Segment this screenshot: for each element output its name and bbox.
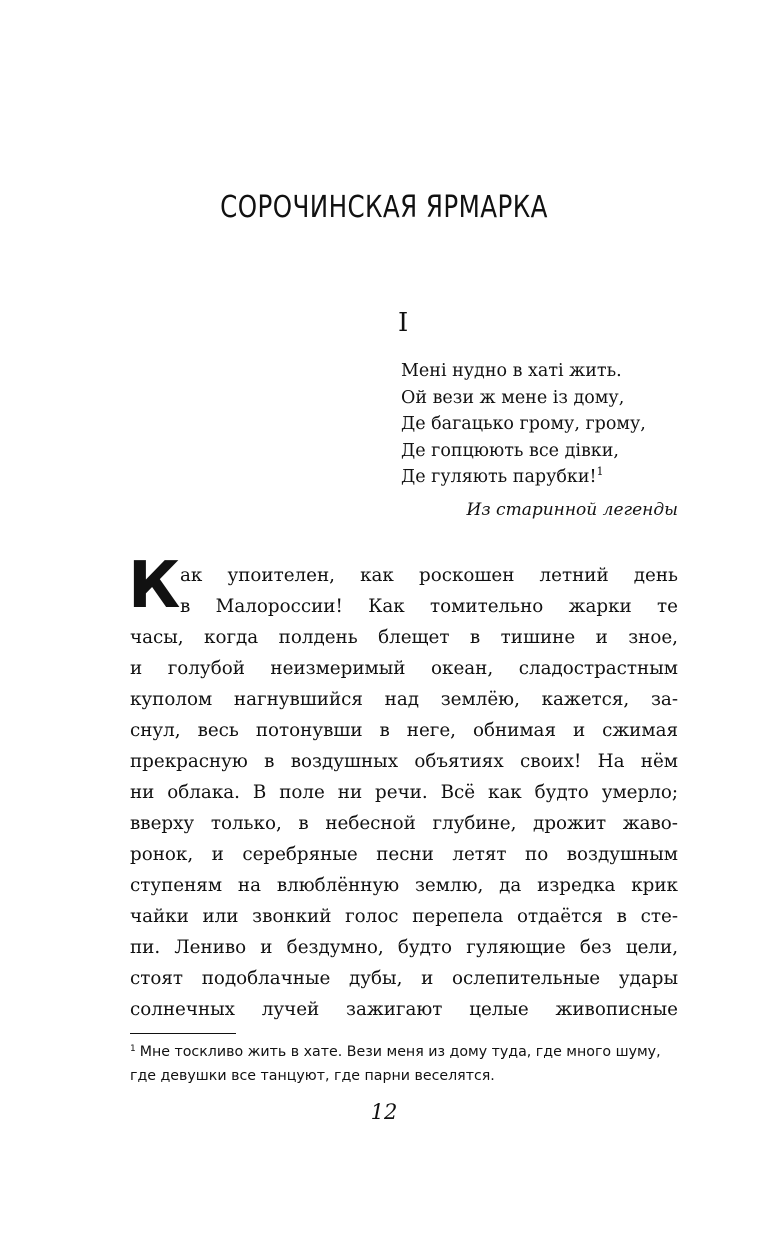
body-line: куполом нагнувшийся над землёю, кажется, за-	[130, 689, 678, 710]
body-line: часы, когда полдень блещет в тишине и зное,	[130, 627, 678, 648]
epigraph-line: Ой вези ж мене із дому,	[401, 387, 625, 408]
drop-cap: К	[128, 549, 181, 623]
footnote-mark: 1	[130, 1044, 136, 1054]
epigraph-line-last	[401, 464, 701, 491]
body-line: и голубой неизмеримый океан, сладострастным	[130, 658, 678, 679]
epigraph-line: Мені нудно в хаті жить.	[401, 361, 622, 381]
body-line: солнечных лучей зажигают целые живописные	[130, 999, 678, 1020]
body-line: ак упоителен, как роскошен летний день	[180, 565, 678, 586]
body-line: вверху только, в небесной глубине, дрожит жаво-	[130, 813, 678, 834]
body-line: ронок, и серебряные песни летят по воздушным	[130, 844, 678, 865]
footnote-text: Мне тоскливо жить в хате. Вези меня из дому туда, где много шуму, где девушки все танцуют, где парни веселятся.	[130, 1044, 661, 1084]
footnote-reference[interactable]: 1	[596, 465, 604, 478]
epigraph-line-text: Де гуляють парубки!	[401, 467, 597, 487]
footnote-divider	[130, 1033, 236, 1034]
story-title: СОРОЧИНСКАЯ ЯРМАРКА	[220, 190, 548, 225]
body-line: стоят подоблачные дубы, и ослепительные удары	[130, 968, 678, 989]
body-line: снул, весь потонувши в неге, обнимая и сжимая	[130, 720, 678, 741]
chapter-number: I	[398, 308, 409, 338]
body-line: ни облака. В поле ни речи. Всё как будто умерло;	[130, 782, 678, 803]
body-text	[128, 549, 678, 1025]
epigraph	[401, 358, 701, 491]
page-number: 12	[370, 1100, 398, 1124]
body-line: в Малороссии! Как томительно жарки те	[180, 596, 678, 617]
body-line: чайки или звонкий голос перепела отдаётся в сте-	[130, 906, 678, 927]
epigraph-source: Из старинной легенды	[466, 500, 678, 520]
body-line: прекрасную в воздушных объятиях своих! На нём	[130, 751, 678, 772]
body-line: пи. Лениво и бездумно, будто гуляющие без цели,	[130, 937, 678, 958]
epigraph-line: Де багацько грому, грому,	[401, 414, 646, 434]
body-line: ступеням на влюблённую землю, да изредка крик	[130, 875, 678, 896]
epigraph-line: Де гопцюють все дівки,	[401, 440, 619, 461]
footnote	[130, 1040, 678, 1088]
